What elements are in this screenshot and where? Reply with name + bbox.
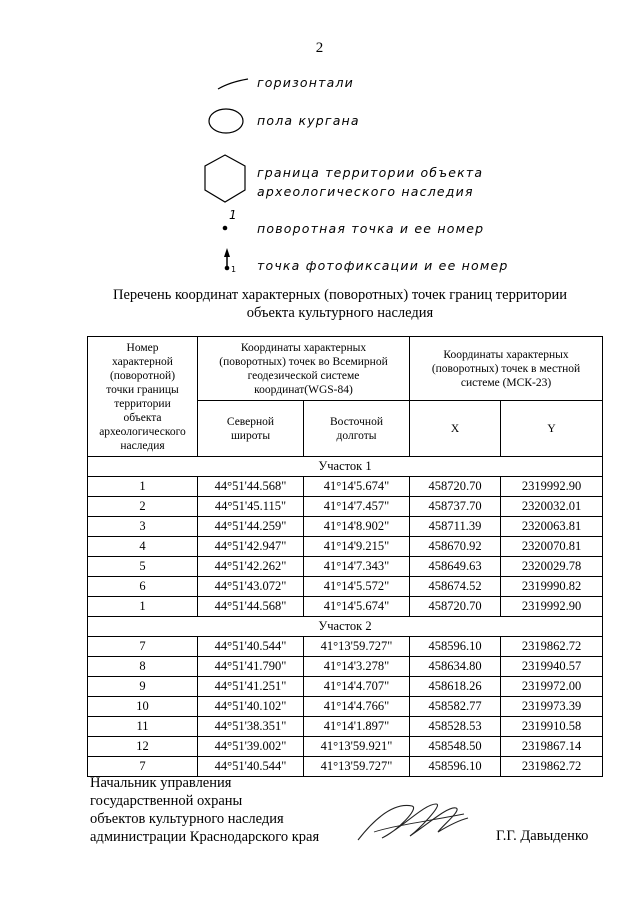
legend-label: пола кургана (257, 113, 360, 128)
north-latitude-cell: 44°51'40.544" (198, 637, 304, 657)
photo-point-marker: 1 (231, 265, 237, 274)
header-north-latitude: Северной широты (198, 401, 304, 457)
north-latitude-cell: 44°51'40.102" (198, 697, 304, 717)
legend-item-territory-boundary (200, 153, 620, 203)
table-row (88, 477, 603, 497)
table-row (88, 497, 603, 517)
hexagon-icon (200, 153, 250, 205)
point-number-cell: 12 (88, 737, 198, 757)
point-number-cell: 10 (88, 697, 198, 717)
header-x: X (410, 401, 501, 457)
y-cell: 2320029.78 (501, 557, 603, 577)
legend-label: археологического наследия (257, 184, 474, 199)
point-number-cell: 8 (88, 657, 198, 677)
section-title: Участок 1 (88, 457, 603, 477)
north-latitude-cell: 44°51'44.568" (198, 597, 304, 617)
east-longitude-cell: 41°14'5.674" (304, 597, 410, 617)
north-latitude-cell: 44°51'38.351" (198, 717, 304, 737)
x-cell: 458670.92 (410, 537, 501, 557)
point-number-cell: 2 (88, 497, 198, 517)
x-cell: 458720.70 (410, 597, 501, 617)
north-latitude-cell: 44°51'44.259" (198, 517, 304, 537)
east-longitude-cell: 41°14'5.674" (304, 477, 410, 497)
north-latitude-cell: 44°51'40.544" (198, 757, 304, 777)
point-number-cell: 6 (88, 577, 198, 597)
east-longitude-cell: 41°14'4.766" (304, 697, 410, 717)
x-cell: 458737.70 (410, 497, 501, 517)
legend-item-mound-floor (200, 106, 620, 156)
table-row (88, 557, 603, 577)
y-cell: 2319973.39 (501, 697, 603, 717)
y-cell: 2319867.14 (501, 737, 603, 757)
turning-point-icon (200, 207, 250, 237)
point-number-cell: 4 (88, 537, 198, 557)
table-row (88, 637, 603, 657)
east-longitude-cell: 41°14'4.707" (304, 677, 410, 697)
x-cell: 458596.10 (410, 637, 501, 657)
east-longitude-cell: 41°13'59.727" (304, 637, 410, 657)
point-number-cell: 11 (88, 717, 198, 737)
north-latitude-cell: 44°51'39.002" (198, 737, 304, 757)
y-cell: 2319862.72 (501, 637, 603, 657)
legend-label: поворотная точка и ее номер (257, 221, 485, 236)
header-point-number: Номер характерной (поворотной) точки границы территории объекта археологического наследия (88, 337, 198, 457)
table-row (88, 577, 603, 597)
signatory-name: Г.Г. Давыденко (496, 828, 589, 844)
x-cell: 458649.63 (410, 557, 501, 577)
north-latitude-cell: 44°51'44.568" (198, 477, 304, 497)
table-row (88, 597, 603, 617)
east-longitude-cell: 41°14'8.902" (304, 517, 410, 537)
y-cell: 2320032.01 (501, 497, 603, 517)
x-cell: 458618.26 (410, 677, 501, 697)
x-cell: 458582.77 (410, 697, 501, 717)
y-cell: 2320063.81 (501, 517, 603, 537)
legend-label: граница территории объекта (257, 165, 484, 180)
header-east-longitude: Восточной долготы (304, 401, 410, 457)
x-cell: 458528.53 (410, 717, 501, 737)
table-row (88, 517, 603, 537)
east-longitude-cell: 41°14'1.897" (304, 717, 410, 737)
signatory-title: Начальник управления государственной охраны объектов культурного наследия администрации Краснодарского края (90, 775, 320, 845)
point-number-cell: 1 (88, 477, 198, 497)
table-row (88, 677, 603, 697)
y-cell: 2319992.90 (501, 597, 603, 617)
east-longitude-cell: 41°14'7.343" (304, 557, 410, 577)
y-cell: 2319972.00 (501, 677, 603, 697)
east-longitude-cell: 41°14'7.457" (304, 497, 410, 517)
point-number-cell: 1 (88, 597, 198, 617)
x-cell: 458634.80 (410, 657, 501, 677)
ellipse-icon (200, 106, 250, 136)
table-row (88, 737, 603, 757)
section-row (88, 617, 603, 637)
point-number-cell: 7 (88, 757, 198, 777)
table-row (88, 697, 603, 717)
section-row (88, 457, 603, 477)
section-title: Участок 2 (88, 617, 603, 637)
point-number-cell: 9 (88, 677, 198, 697)
turning-point-marker: 1 (229, 208, 237, 222)
y-cell: 2319990.82 (501, 577, 603, 597)
x-cell: 458720.70 (410, 477, 501, 497)
north-latitude-cell: 44°51'42.947" (198, 537, 304, 557)
header-msk23: Координаты характерных (поворотных) точек в местной системе (МСК-23) (410, 337, 603, 401)
page-number: 2 (315, 40, 324, 56)
x-cell: 458596.10 (410, 757, 501, 777)
y-cell: 2319992.90 (501, 477, 603, 497)
east-longitude-cell: 41°14'3.278" (304, 657, 410, 677)
north-latitude-cell: 44°51'41.790" (198, 657, 304, 677)
east-longitude-cell: 41°13'59.727" (304, 757, 410, 777)
north-latitude-cell: 44°51'43.072" (198, 577, 304, 597)
legend-label: точка фотофиксации и ее номер (257, 258, 509, 273)
header-wgs84: Координаты характерных (поворотных) точек во Всемирной геодезической системе координат(WGS-84) (198, 337, 410, 401)
legend-label: горизонтали (257, 75, 354, 90)
header-y: Y (501, 401, 603, 457)
photo-point-icon (200, 245, 250, 275)
table-caption: Перечень координат характерных (поворотных) точек границ территории объекта культурного наследия (112, 287, 568, 321)
point-number-cell: 5 (88, 557, 198, 577)
point-number-cell: 3 (88, 517, 198, 537)
x-cell: 458674.52 (410, 577, 501, 597)
table-body (88, 457, 603, 777)
table-row (88, 657, 603, 677)
x-cell: 458548.50 (410, 737, 501, 757)
east-longitude-cell: 41°13'59.921" (304, 737, 410, 757)
point-number-cell: 7 (88, 637, 198, 657)
x-cell: 458711.39 (410, 517, 501, 537)
east-longitude-cell: 41°14'9.215" (304, 537, 410, 557)
table-row (88, 717, 603, 737)
east-longitude-cell: 41°14'5.572" (304, 577, 410, 597)
north-latitude-cell: 44°51'45.115" (198, 497, 304, 517)
coordinates-table (87, 336, 603, 777)
handwritten-signature (352, 792, 472, 852)
y-cell: 2319910.58 (501, 717, 603, 737)
north-latitude-cell: 44°51'41.251" (198, 677, 304, 697)
y-cell: 2320070.81 (501, 537, 603, 557)
contour-line-icon (200, 76, 250, 96)
y-cell: 2319940.57 (501, 657, 603, 677)
table-row (88, 537, 603, 557)
y-cell: 2319862.72 (501, 757, 603, 777)
north-latitude-cell: 44°51'42.262" (198, 557, 304, 577)
